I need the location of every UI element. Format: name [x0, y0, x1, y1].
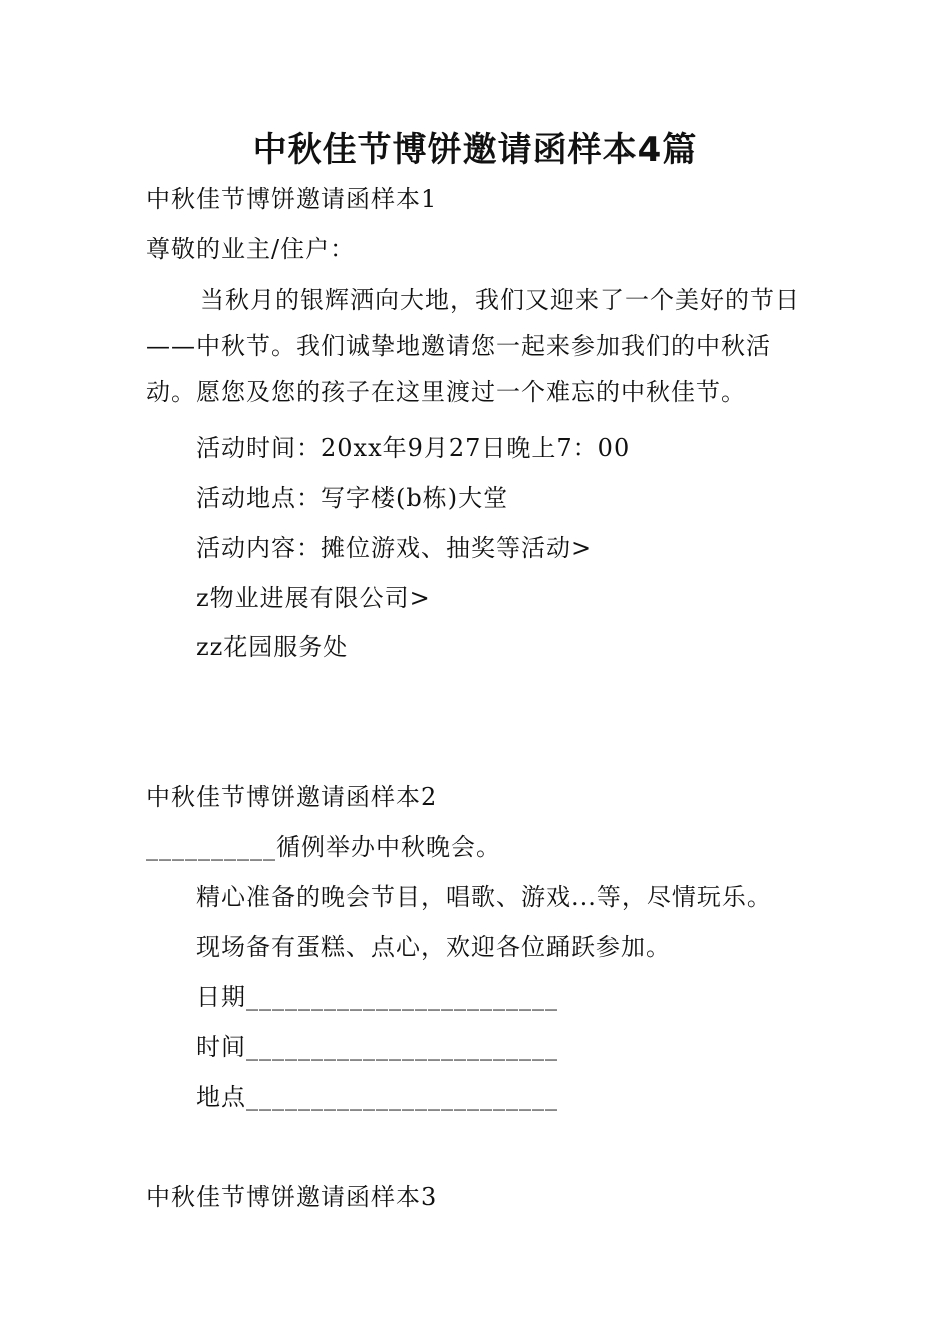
sample1-company: z物业进展有限公司>	[196, 584, 431, 612]
sample1-heading: 中秋佳节博饼邀请函样本1	[146, 185, 438, 213]
sample2-food: 现场备有蛋糕、点心，欢迎各位踊跃参加。	[196, 933, 671, 961]
sample2-intro: __________循例举办中秋晚会。	[146, 833, 501, 861]
sample2-heading: 中秋佳节博饼邀请函样本2	[146, 783, 438, 811]
sample2-program: 精心准备的晚会节目，唱歌、游戏...等，尽情玩乐。	[196, 883, 772, 911]
sample1-body: 当秋月的银辉洒向大地，我们又迎来了一个美好的节日——中秋节。我们诚挚地邀请您一起来参加我们的中秋活动。愿您及您的孩子在这里渡过一个难忘的中秋佳节。	[146, 286, 800, 406]
sample2-time: 时间________________________	[196, 1033, 558, 1061]
sample1-content: 活动内容：摊位游戏、抽奖等活动>	[196, 534, 593, 562]
document-title: 中秋佳节博饼邀请函样本4篇	[252, 130, 698, 170]
sample3-heading: 中秋佳节博饼邀请函样本3	[146, 1183, 438, 1211]
sample1-office: zz花园服务处	[196, 633, 349, 661]
sample2-place: 地点________________________	[196, 1083, 558, 1111]
sample1-greeting: 尊敬的业主/住户：	[146, 235, 356, 263]
sample1-time: 活动时间：20xx年9月27日晚上7：00	[196, 434, 631, 462]
sample2-date: 日期________________________	[196, 983, 558, 1011]
sample1-place: 活动地点：写字楼(b栋)大堂	[196, 484, 509, 512]
